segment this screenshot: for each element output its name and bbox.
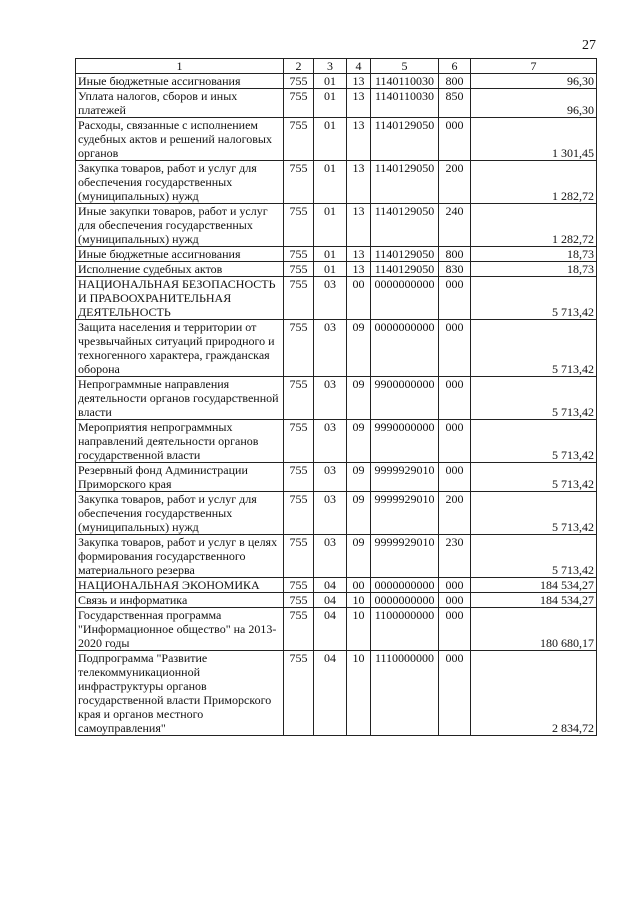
row-amount: 184 534,27 bbox=[471, 593, 597, 608]
row-name: Иные бюджетные ассигнования bbox=[76, 74, 284, 89]
row-code-6: 240 bbox=[439, 204, 471, 247]
header-row bbox=[76, 59, 597, 74]
row-code-2: 755 bbox=[284, 420, 314, 463]
row-amount: 18,73 bbox=[471, 247, 597, 262]
table-row bbox=[76, 89, 597, 118]
row-code-4: 13 bbox=[347, 118, 371, 161]
table-row bbox=[76, 74, 597, 89]
row-code-3: 04 bbox=[314, 608, 347, 651]
row-code-5: 1140110030 bbox=[371, 74, 439, 89]
row-code-4: 00 bbox=[347, 578, 371, 593]
row-code-4: 00 bbox=[347, 277, 371, 320]
row-code-6: 000 bbox=[439, 118, 471, 161]
row-code-6: 800 bbox=[439, 74, 471, 89]
row-code-3: 01 bbox=[314, 262, 347, 277]
row-code-6: 230 bbox=[439, 535, 471, 578]
row-amount: 5 713,42 bbox=[471, 420, 597, 463]
row-code-6: 830 bbox=[439, 262, 471, 277]
row-name: Иные бюджетные ассигнования bbox=[76, 247, 284, 262]
row-code-3: 01 bbox=[314, 118, 347, 161]
row-code-3: 03 bbox=[314, 420, 347, 463]
page-number: 27 bbox=[582, 38, 596, 53]
row-code-6: 800 bbox=[439, 247, 471, 262]
row-code-2: 755 bbox=[284, 651, 314, 736]
budget-table bbox=[75, 58, 597, 736]
row-code-5: 9990000000 bbox=[371, 420, 439, 463]
row-code-2: 755 bbox=[284, 161, 314, 204]
row-code-3: 01 bbox=[314, 204, 347, 247]
row-code-6: 000 bbox=[439, 377, 471, 420]
row-amount: 96,30 bbox=[471, 74, 597, 89]
row-amount: 5 713,42 bbox=[471, 377, 597, 420]
row-code-2: 755 bbox=[284, 608, 314, 651]
column-header: 4 bbox=[347, 59, 371, 74]
row-code-2: 755 bbox=[284, 262, 314, 277]
row-code-3: 03 bbox=[314, 492, 347, 535]
row-amount: 5 713,42 bbox=[471, 535, 597, 578]
row-amount: 1 301,45 bbox=[471, 118, 597, 161]
row-code-5: 9999929010 bbox=[371, 535, 439, 578]
table-row bbox=[76, 535, 597, 578]
row-code-4: 09 bbox=[347, 535, 371, 578]
row-code-5: 0000000000 bbox=[371, 578, 439, 593]
row-code-6: 000 bbox=[439, 277, 471, 320]
table-row bbox=[76, 420, 597, 463]
table-row bbox=[76, 204, 597, 247]
row-code-6: 850 bbox=[439, 89, 471, 118]
column-header: 2 bbox=[284, 59, 314, 74]
row-code-3: 03 bbox=[314, 320, 347, 377]
table-body bbox=[76, 74, 597, 736]
row-code-6: 000 bbox=[439, 608, 471, 651]
row-name: Закупка товаров, работ и услуг для обеспечения государственных (муниципальных) нужд bbox=[76, 492, 284, 535]
row-code-2: 755 bbox=[284, 463, 314, 492]
row-amount: 5 713,42 bbox=[471, 277, 597, 320]
row-code-3: 04 bbox=[314, 651, 347, 736]
row-name: Расходы, связанные с исполнением судебных актов и решений налоговых органов bbox=[76, 118, 284, 161]
row-code-5: 0000000000 bbox=[371, 320, 439, 377]
row-code-5: 1140110030 bbox=[371, 89, 439, 118]
row-code-3: 01 bbox=[314, 247, 347, 262]
row-code-2: 755 bbox=[284, 204, 314, 247]
row-code-5: 9999929010 bbox=[371, 463, 439, 492]
row-code-4: 09 bbox=[347, 377, 371, 420]
row-code-4: 13 bbox=[347, 247, 371, 262]
table-row bbox=[76, 262, 597, 277]
row-code-5: 0000000000 bbox=[371, 593, 439, 608]
row-code-4: 13 bbox=[347, 204, 371, 247]
row-code-2: 755 bbox=[284, 492, 314, 535]
column-header: 6 bbox=[439, 59, 471, 74]
row-name: Непрограммные направления деятельности органов государственной власти bbox=[76, 377, 284, 420]
table-row bbox=[76, 247, 597, 262]
row-amount: 5 713,42 bbox=[471, 320, 597, 377]
row-amount: 1 282,72 bbox=[471, 161, 597, 204]
row-name: Связь и информатика bbox=[76, 593, 284, 608]
row-name: Иные закупки товаров, работ и услуг для обеспечения государственных (муниципальных) нужд bbox=[76, 204, 284, 247]
row-code-2: 755 bbox=[284, 377, 314, 420]
row-amount: 184 534,27 bbox=[471, 578, 597, 593]
row-code-2: 755 bbox=[284, 535, 314, 578]
row-name: Подпрограмма "Развитие телекоммуникационной инфраструктуры органов государственной власти Приморского края и органов местного самоуправления" bbox=[76, 651, 284, 736]
row-name: Резервный фонд Администрации Приморского края bbox=[76, 463, 284, 492]
row-code-3: 03 bbox=[314, 377, 347, 420]
table-row bbox=[76, 320, 597, 377]
row-name: Мероприятия непрограммных направлений деятельности органов государственной власти bbox=[76, 420, 284, 463]
row-name: Закупка товаров, работ и услуг в целях формирования государственного материального резерва bbox=[76, 535, 284, 578]
row-code-5: 1140129050 bbox=[371, 262, 439, 277]
table-row bbox=[76, 463, 597, 492]
table-row bbox=[76, 578, 597, 593]
column-header: 3 bbox=[314, 59, 347, 74]
row-code-4: 10 bbox=[347, 608, 371, 651]
row-name: Государственная программа "Информационное общество" на 2013-2020 годы bbox=[76, 608, 284, 651]
row-code-3: 03 bbox=[314, 535, 347, 578]
row-code-2: 755 bbox=[284, 89, 314, 118]
row-amount: 18,73 bbox=[471, 262, 597, 277]
row-code-5: 0000000000 bbox=[371, 277, 439, 320]
table-row bbox=[76, 118, 597, 161]
row-code-5: 1110000000 bbox=[371, 651, 439, 736]
row-amount: 180 680,17 bbox=[471, 608, 597, 651]
row-code-3: 03 bbox=[314, 277, 347, 320]
row-code-3: 04 bbox=[314, 578, 347, 593]
row-name: Защита населения и территории от чрезвычайных ситуаций природного и техногенного характера, гражданская оборона bbox=[76, 320, 284, 377]
row-name: Исполнение судебных актов bbox=[76, 262, 284, 277]
row-code-2: 755 bbox=[284, 578, 314, 593]
row-code-5: 1140129050 bbox=[371, 204, 439, 247]
column-header: 5 bbox=[371, 59, 439, 74]
row-code-4: 09 bbox=[347, 492, 371, 535]
row-code-6: 200 bbox=[439, 161, 471, 204]
row-amount: 5 713,42 bbox=[471, 463, 597, 492]
row-name: Закупка товаров, работ и услуг для обеспечения государственных (муниципальных) нужд bbox=[76, 161, 284, 204]
table-row bbox=[76, 377, 597, 420]
row-code-4: 09 bbox=[347, 420, 371, 463]
table-row bbox=[76, 651, 597, 736]
column-header: 7 bbox=[471, 59, 597, 74]
row-code-5: 9999929010 bbox=[371, 492, 439, 535]
column-header: 1 bbox=[76, 59, 284, 74]
row-code-4: 13 bbox=[347, 74, 371, 89]
row-code-3: 01 bbox=[314, 89, 347, 118]
row-code-2: 755 bbox=[284, 593, 314, 608]
row-code-6: 200 bbox=[439, 492, 471, 535]
row-code-6: 000 bbox=[439, 593, 471, 608]
row-amount: 96,30 bbox=[471, 89, 597, 118]
row-code-3: 01 bbox=[314, 161, 347, 204]
row-amount: 1 282,72 bbox=[471, 204, 597, 247]
table-row bbox=[76, 608, 597, 651]
row-code-5: 9900000000 bbox=[371, 377, 439, 420]
row-name: НАЦИОНАЛЬНАЯ БЕЗОПАСНОСТЬ И ПРАВООХРАНИТЕЛЬНАЯ ДЕЯТЕЛЬНОСТЬ bbox=[76, 277, 284, 320]
row-code-2: 755 bbox=[284, 118, 314, 161]
table-row bbox=[76, 593, 597, 608]
row-code-5: 1140129050 bbox=[371, 247, 439, 262]
row-code-3: 04 bbox=[314, 593, 347, 608]
row-code-3: 01 bbox=[314, 74, 347, 89]
row-name: Уплата налогов, сборов и иных платежей bbox=[76, 89, 284, 118]
row-code-6: 000 bbox=[439, 420, 471, 463]
row-code-2: 755 bbox=[284, 320, 314, 377]
row-code-6: 000 bbox=[439, 651, 471, 736]
row-code-4: 10 bbox=[347, 651, 371, 736]
row-code-5: 1100000000 bbox=[371, 608, 439, 651]
row-code-6: 000 bbox=[439, 320, 471, 377]
table-row bbox=[76, 161, 597, 204]
row-code-2: 755 bbox=[284, 74, 314, 89]
row-code-6: 000 bbox=[439, 578, 471, 593]
row-code-4: 09 bbox=[347, 320, 371, 377]
table-row bbox=[76, 492, 597, 535]
row-code-6: 000 bbox=[439, 463, 471, 492]
row-name: НАЦИОНАЛЬНАЯ ЭКОНОМИКА bbox=[76, 578, 284, 593]
row-code-4: 13 bbox=[347, 89, 371, 118]
row-amount: 2 834,72 bbox=[471, 651, 597, 736]
row-code-3: 03 bbox=[314, 463, 347, 492]
row-code-5: 1140129050 bbox=[371, 161, 439, 204]
row-code-2: 755 bbox=[284, 277, 314, 320]
row-amount: 5 713,42 bbox=[471, 492, 597, 535]
row-code-4: 13 bbox=[347, 262, 371, 277]
row-code-4: 09 bbox=[347, 463, 371, 492]
row-code-2: 755 bbox=[284, 247, 314, 262]
row-code-4: 13 bbox=[347, 161, 371, 204]
row-code-5: 1140129050 bbox=[371, 118, 439, 161]
table-row bbox=[76, 277, 597, 320]
row-code-4: 10 bbox=[347, 593, 371, 608]
